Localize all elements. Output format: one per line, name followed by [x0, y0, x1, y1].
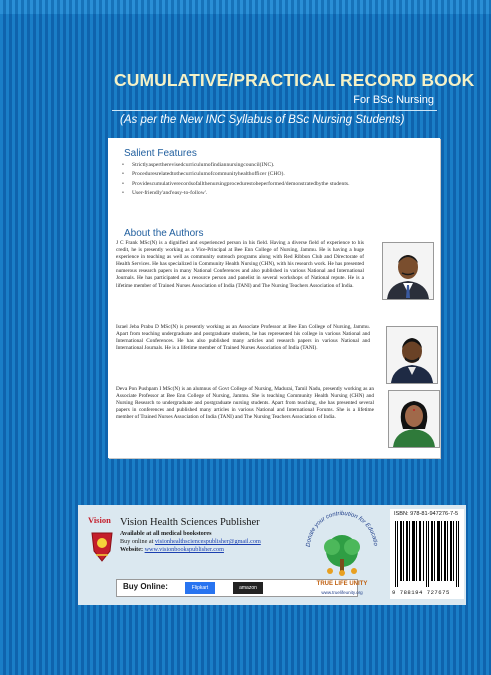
- author-photo: [386, 326, 438, 384]
- charity-logo: [300, 507, 384, 599]
- title-divider: [112, 110, 437, 111]
- bullet-icon: •: [122, 162, 124, 168]
- publisher-email-link[interactable]: visionhealthsciencespublisher@gmail.com: [154, 538, 261, 545]
- charity-org-name: TRUE LIFE UNITY: [316, 581, 368, 587]
- salient-features-heading: Salient Features: [124, 148, 197, 159]
- bullet-icon: •: [122, 190, 124, 197]
- cover-top-band: [0, 0, 491, 14]
- list-item: • Providescumulativerecordsofallthenursingprocedurestobeperformed/demonstratedbythe students.: [122, 180, 350, 187]
- author-photo: [388, 390, 440, 448]
- charity-arc-text: Donate your contribution for Educatio: [305, 510, 379, 548]
- publisher-name: Vision Health Sciences Publisher: [120, 517, 260, 528]
- list-item: • Proceduresrelatedtothecurriculumofcommunityhealthofficer (CHO).: [122, 171, 285, 178]
- author-entry-frank: [116, 240, 432, 322]
- availability-text: Available at all medical bookstores: [120, 530, 212, 537]
- cover-bottom-band: [0, 650, 491, 675]
- bullet-icon: •: [122, 180, 124, 187]
- publisher-logo-word: Vision: [88, 515, 111, 525]
- publisher-contact: [120, 530, 261, 554]
- isbn-label: ISBN: 978-81-947276-7-5: [394, 511, 459, 517]
- bullet-icon: •: [122, 171, 124, 178]
- barcode-icon: [393, 521, 461, 587]
- website-label: Website:: [120, 546, 144, 553]
- publisher-emblem-icon: [90, 529, 114, 565]
- author-bio: J C Frank MSc(N) is a dignified and experienced person in his field. Having a diverse field of experience to his credit, he is presently working as a Vice-Principal at Bee Enn College of Nursing, Jammu. He is having a huge experience in teaching as well as community outreach programs along with Red Ribbon Club and Directorate of Health Services. He has specialized in Community Health Nursing (CHN), with his research work. He has presented numerous research papers in many National Conferences and also published in various National and International Journals. He has participated as a resource person and panelist in several workshops of National repute. He is a lifetime member of Trained Nurses Association of India (TANI) and The Nursing Teachers Association of India.: [116, 240, 364, 289]
- list-item: • User-friendly'and'easy-to-follow'.: [122, 190, 208, 197]
- publisher-website-link[interactable]: www.visionbookspublisher.com: [144, 546, 224, 553]
- publisher-panel: [78, 505, 466, 605]
- book-subtitle: For BSc Nursing: [353, 94, 434, 106]
- author-bio: Deva Pon Pushpam I MSc(N) is an alumnus of Govt College of Nursing, Madurai, Tamil Nadu, presently working as an Associate Professor at Bee Enn College of Nursing, Jammu. She is teaching Community Health Nursing (CHN) and Nursing Research to undergraduate and postgraduate nursing students. Apart from teaching, she has presented several papers in conferences and published many articles in various National and International Forums. She is a lifetime member of Trained Nurses Association of India (TANI) and The Nursing Teachers Association of India.: [116, 386, 374, 421]
- about-authors-heading: About the Authors: [124, 228, 204, 239]
- buy-online-title: Buy Online:: [123, 582, 168, 591]
- buy-online-label: Buy online at: [120, 538, 154, 545]
- author-bio: Israel Jeba Prabu D MSc(N) is presently working as an Associate Professor at Bee Enn College of Nursing, Jammu. Apart from teaching undergraduate and postgraduate students, he has represented his college in various National and International Conferences. He has also published many articles and research papers in various National and International Journals. He is a lifetime member of Trained Nurses Association of India (TANI).: [116, 324, 370, 352]
- book-title: CUMULATIVE/PRACTICAL RECORD BOOK: [114, 70, 475, 90]
- publisher-logo: [88, 515, 116, 565]
- charity-site: www.truelifeunity.org: [321, 590, 363, 595]
- isbn-digits: 9 788194 727675: [392, 589, 450, 596]
- isbn-barcode: [390, 509, 464, 599]
- flipkart-button[interactable]: Flipkart: [185, 582, 215, 594]
- author-entry-pushpam: [116, 386, 432, 456]
- content-panel: [108, 138, 440, 458]
- list-item: • Strictlyaspertherevisedcurriculumofindiannursingcouncil(INC).: [122, 162, 275, 168]
- author-entry-prabu: [116, 324, 432, 384]
- syllabus-note: (As per the New INC Syllabus of BSc Nursing Students): [120, 114, 405, 126]
- amazon-button[interactable]: amazon: [233, 582, 263, 594]
- author-photo: [382, 242, 434, 300]
- salient-features-list: [122, 162, 422, 200]
